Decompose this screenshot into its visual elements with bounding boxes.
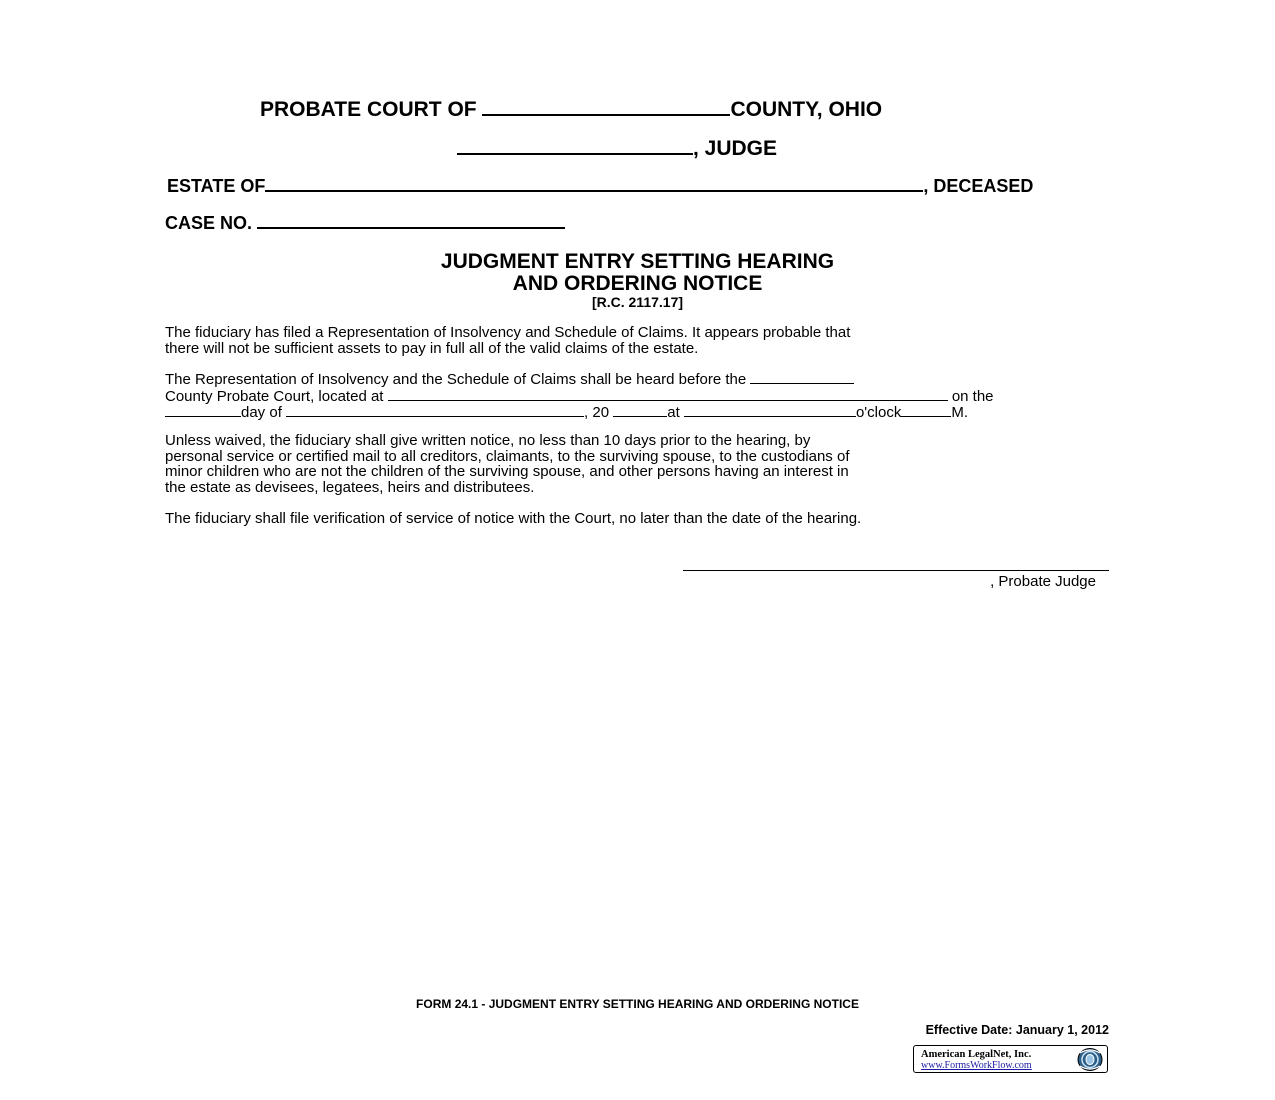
location-text: County Probate Court, located at <box>165 387 384 405</box>
case-label: CASE NO. <box>165 213 253 233</box>
paragraph-3-line-1: Unless waived, the fiduciary shall give written notice, no less than 10 days prior to the hearing, by <box>165 432 811 449</box>
on-the-text: on the <box>951 387 994 405</box>
estate-suffix: , DECEASED <box>923 176 1034 196</box>
paragraph-3-line-4: the estate as devisees, legatees, heirs and distributees. <box>165 478 535 496</box>
at-text: at <box>667 404 680 421</box>
estate-prefix: ESTATE OF <box>167 176 266 196</box>
paragraph-3 <box>165 433 1105 495</box>
case-line <box>165 209 565 234</box>
globe-icon <box>1071 1047 1105 1072</box>
document-title-line2: AND ORDERING NOTICE <box>512 272 763 295</box>
probate-judge-label: , Probate Judge <box>990 573 1096 590</box>
court-suffix: COUNTY, OHIO <box>730 98 883 121</box>
oclock-text: o'clock <box>855 404 902 421</box>
estate-line <box>167 172 1033 197</box>
paragraph-3-line-3: minor children who are not the children of the surviving spouse, and other persons having an interest in <box>165 463 849 480</box>
case-number-blank[interactable] <box>257 209 565 229</box>
judge-name-blank[interactable] <box>457 133 693 155</box>
day-blank[interactable] <box>165 404 241 417</box>
hearing-intro-text: The Representation of Insolvency and the Schedule of Claims shall be heard before the <box>165 371 747 388</box>
year-blank[interactable] <box>613 404 667 417</box>
day-of-text: day of <box>241 404 282 421</box>
paragraph-1 <box>165 325 1105 356</box>
logo-url[interactable]: www.FormsWorkFlow.com <box>921 1060 1032 1071</box>
court-prefix: PROBATE COURT OF <box>260 98 477 121</box>
year-prefix-text: , 20 <box>584 404 610 421</box>
paragraph-4-line-1: The fiduciary shall file verification of service of notice with the Court, no later than the date of the hearing. <box>165 510 862 527</box>
location-blank[interactable] <box>388 388 948 401</box>
signature-line[interactable] <box>683 570 1109 571</box>
am-pm-blank[interactable] <box>901 404 951 417</box>
judge-line <box>457 133 777 161</box>
paragraph-2 <box>165 371 1105 421</box>
statute-reference: [R.C. 2117.17] <box>591 294 684 310</box>
paragraph-4 <box>165 511 1105 527</box>
american-legalnet-logo[interactable] <box>913 1045 1108 1073</box>
county-blank[interactable] <box>482 94 730 116</box>
paragraph-2-line-1 <box>165 371 1105 388</box>
paragraph-1-line-2: there will not be sufficient assets to pay in full all of the valid claims of the estate. <box>165 339 699 357</box>
paragraph-3-line-2: personal service or certified mail to all creditors, claimants, to the surviving spouse, to the custodians of <box>165 447 850 465</box>
paragraph-1-line-1: The fiduciary has filed a Representation of Insolvency and Schedule of Claims. It appears probable that <box>165 324 851 341</box>
county-court-blank[interactable] <box>750 371 854 384</box>
month-blank[interactable] <box>286 404 584 417</box>
meridiem-text: M. <box>951 404 968 421</box>
court-line <box>260 94 882 122</box>
logo-company-name: American LegalNet, Inc. <box>921 1049 1032 1060</box>
time-blank[interactable] <box>684 404 856 417</box>
form-title-footer: FORM 24.1 - JUDGMENT ENTRY SETTING HEARING AND ORDERING NOTICE <box>416 997 859 1011</box>
paragraph-2-line-3 <box>165 404 1105 421</box>
estate-name-blank[interactable] <box>265 172 923 192</box>
judge-suffix: , JUDGE <box>693 137 778 160</box>
paragraph-2-line-2 <box>165 388 1105 405</box>
effective-date: Effective Date: January 1, 2012 <box>925 1023 1109 1037</box>
document-title-line1: JUDGMENT ENTRY SETTING HEARING <box>440 250 835 273</box>
